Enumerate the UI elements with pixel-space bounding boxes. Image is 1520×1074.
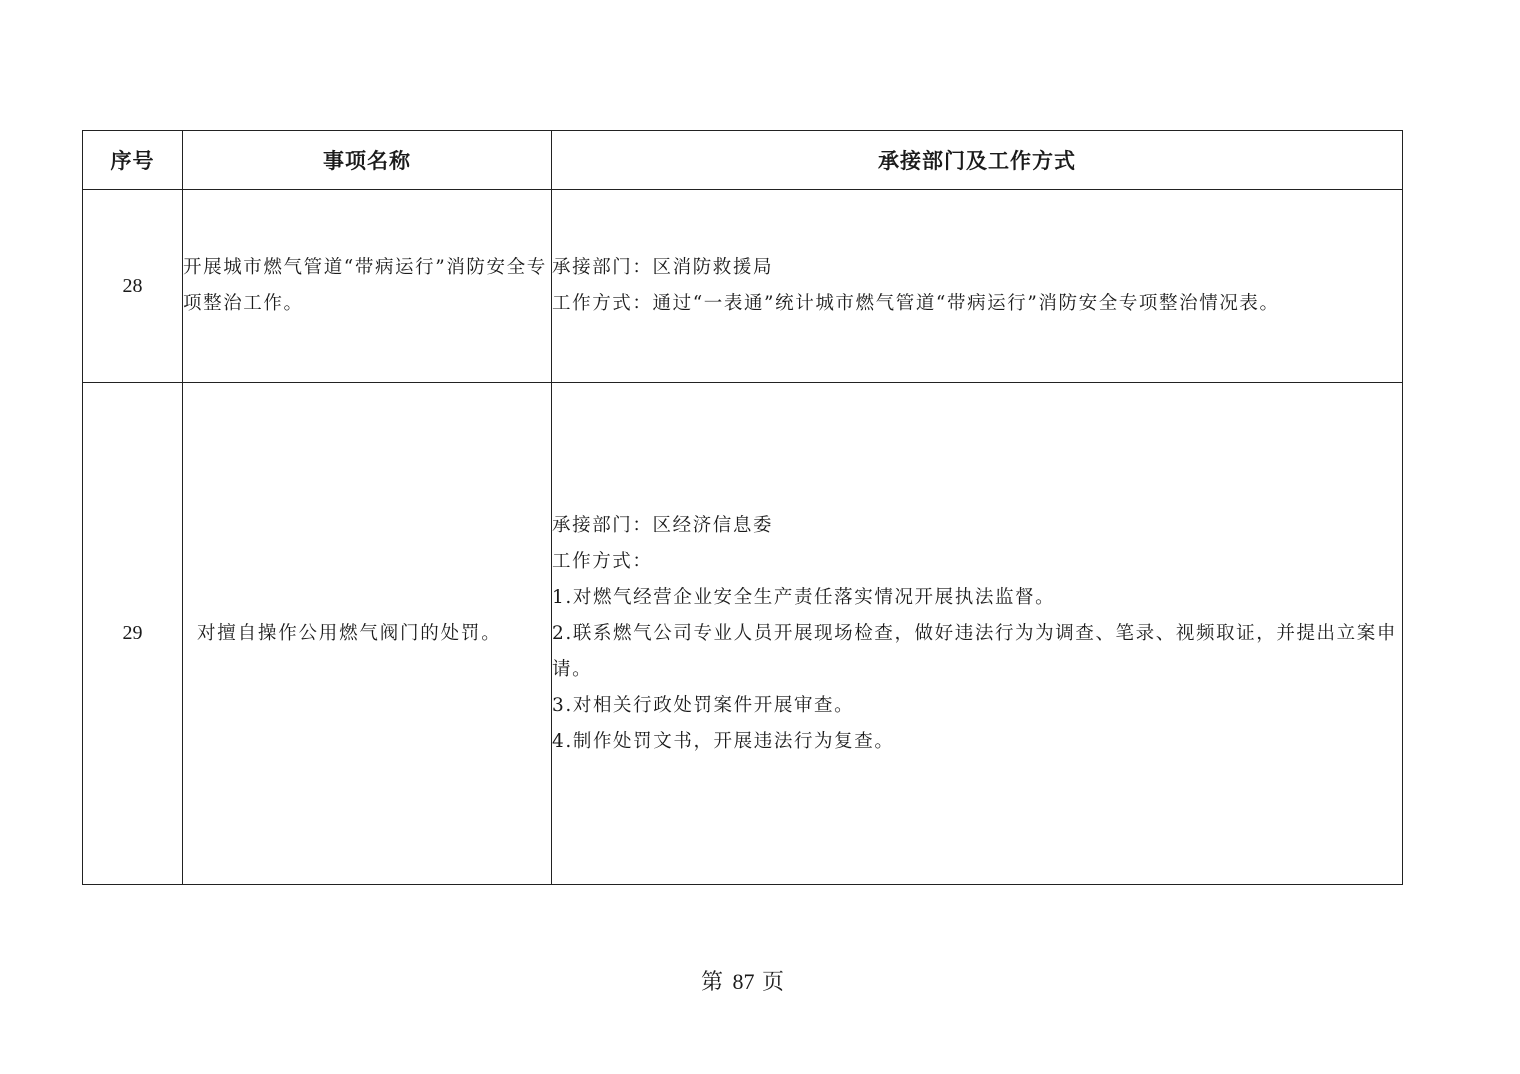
method-line: 4.制作处罚文书，开展违法行为复查。 xyxy=(552,730,895,752)
header-department-method: 承接部门及工作方式 xyxy=(552,131,1403,190)
page-number-footer xyxy=(0,965,1487,996)
table-row xyxy=(83,383,1403,885)
row-item-name: 开展城市燃气管道“带病运行”消防安全专项整治工作。 xyxy=(183,190,552,383)
method-line: 工作方式： xyxy=(552,550,653,572)
page-number: 87 xyxy=(732,969,755,994)
row-number: 29 xyxy=(83,383,183,885)
row-department-method xyxy=(552,383,1403,885)
page-prefix: 第 xyxy=(700,969,725,994)
row-department-method xyxy=(552,190,1403,383)
method-line: 工作方式：通过“一表通”统计城市燃气管道“带病运行”消防安全专项整治情况表。 xyxy=(552,293,1280,314)
department-line: 承接部门：区消防救援局 xyxy=(552,257,774,278)
table-header-row xyxy=(83,131,1403,190)
row-item-name: 对擅自操作公用燃气阀门的处罚。 xyxy=(183,383,552,885)
items-table xyxy=(82,130,1403,885)
row-number: 28 xyxy=(83,190,183,383)
header-serial-number: 序号 xyxy=(83,131,183,190)
method-line: 3.对相关行政处罚案件开展审查。 xyxy=(552,694,855,716)
table-row xyxy=(83,190,1403,383)
method-line: 1.对燃气经营企业安全生产责任落实情况开展执法监督。 xyxy=(552,586,1056,608)
department-line: 承接部门：区经济信息委 xyxy=(552,514,774,536)
method-line: 2.联系燃气公司专业人员开展现场检查，做好违法行为为调查、笔录、视频取证，并提出立案申请。 xyxy=(552,622,1397,680)
header-item-name: 事项名称 xyxy=(183,131,552,190)
page-suffix: 页 xyxy=(762,969,787,994)
